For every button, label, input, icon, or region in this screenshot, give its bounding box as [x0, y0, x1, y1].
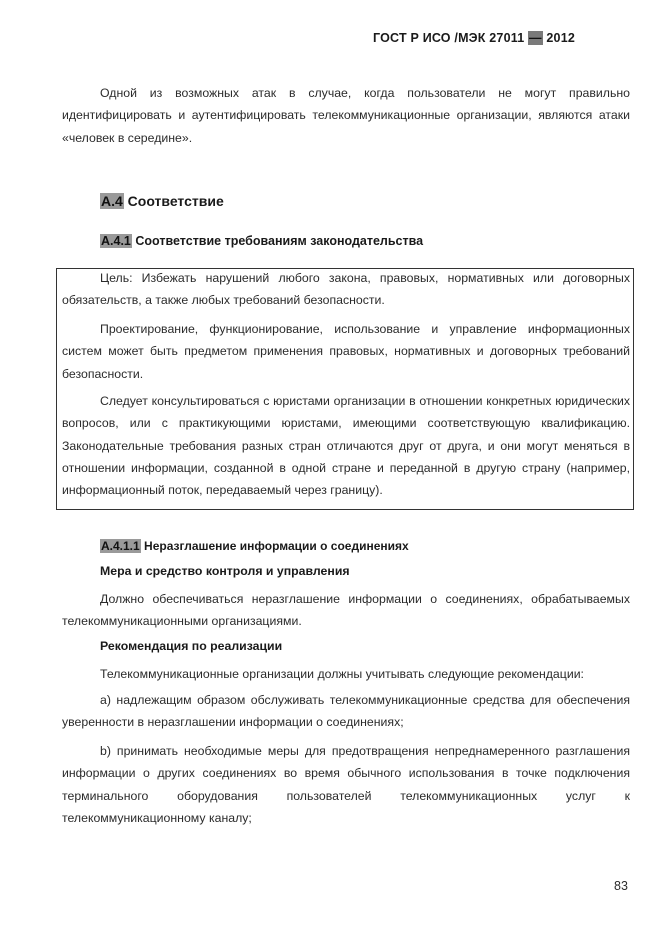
section-a41-heading	[100, 234, 423, 248]
intro-paragraph: Одной из возможных атак в случае, когда пользователи не могут правильно идентифицировать и аутентифицировать телекоммуникационные организации, являются атаки «человек в середине».	[62, 86, 630, 145]
header-dash-highlight: —	[529, 31, 542, 45]
section-a411-number: А.4.1.1	[101, 539, 140, 553]
page-number: 83	[614, 879, 628, 893]
section-a411-title: Неразглашение информации о соединениях	[140, 539, 409, 553]
control-text: Должно обеспечиваться неразглашение информации о соединениях, обрабатываемых телекоммуникационными организациями.	[62, 592, 630, 629]
section-a4-title: Соответствие	[123, 193, 224, 209]
section-a411-heading	[100, 539, 409, 553]
box-goal-text: Цель: Избежать нарушений любого закона, правовых, нормативных или договорных обязательств, а также любых требований безопасности.	[62, 271, 630, 308]
header-title-part1: ГОСТ Р ИСО /МЭК 27011	[373, 31, 529, 45]
section-a4-heading	[100, 193, 224, 209]
list-item-a: a) надлежащим образом обслуживать телекоммуникационные средства для обеспечения уверенности в неразглашении информации о соединениях;	[62, 693, 630, 730]
control-heading: Мера и средство контроля и управления	[100, 564, 350, 578]
list-item-b: b) принимать необходимые меры для предотвращения непреднамеренного разглашения информации о других соединениях во время обычного использования в точке подключения терминального оборудования пользователей телекоммуникационных услуг к телекоммуникационному каналу;	[62, 744, 630, 825]
box-consult-text: Следует консультироваться с юристами организации в отношении конкретных юридических вопросов, или с практикующими юристами, имеющими соответствующую квалификацию. Законодательные требования разных стран отличаются друг от друга, и они могут меняться в отношении информации, созданной в одной стране и переданной в другую страну (например, информационный поток, передаваемый через границу).	[62, 394, 630, 498]
section-a41-number: А.4.1	[101, 234, 131, 248]
implementation-intro: Телекоммуникационные организации должны учитывать следующие рекомендации:	[100, 667, 584, 681]
box-design-text: Проектирование, функционирование, использование и управление информационных систем может быть предметом применения правовых, нормативных и договорных требований безопасности.	[62, 322, 630, 381]
section-a4-number: А.4	[101, 193, 123, 209]
header-title-part2: 2012	[542, 31, 575, 45]
document-header	[373, 31, 575, 45]
section-a41-title: Соответствие требованиям законодательства	[131, 234, 424, 248]
implementation-heading: Рекомендация по реализации	[100, 639, 283, 653]
